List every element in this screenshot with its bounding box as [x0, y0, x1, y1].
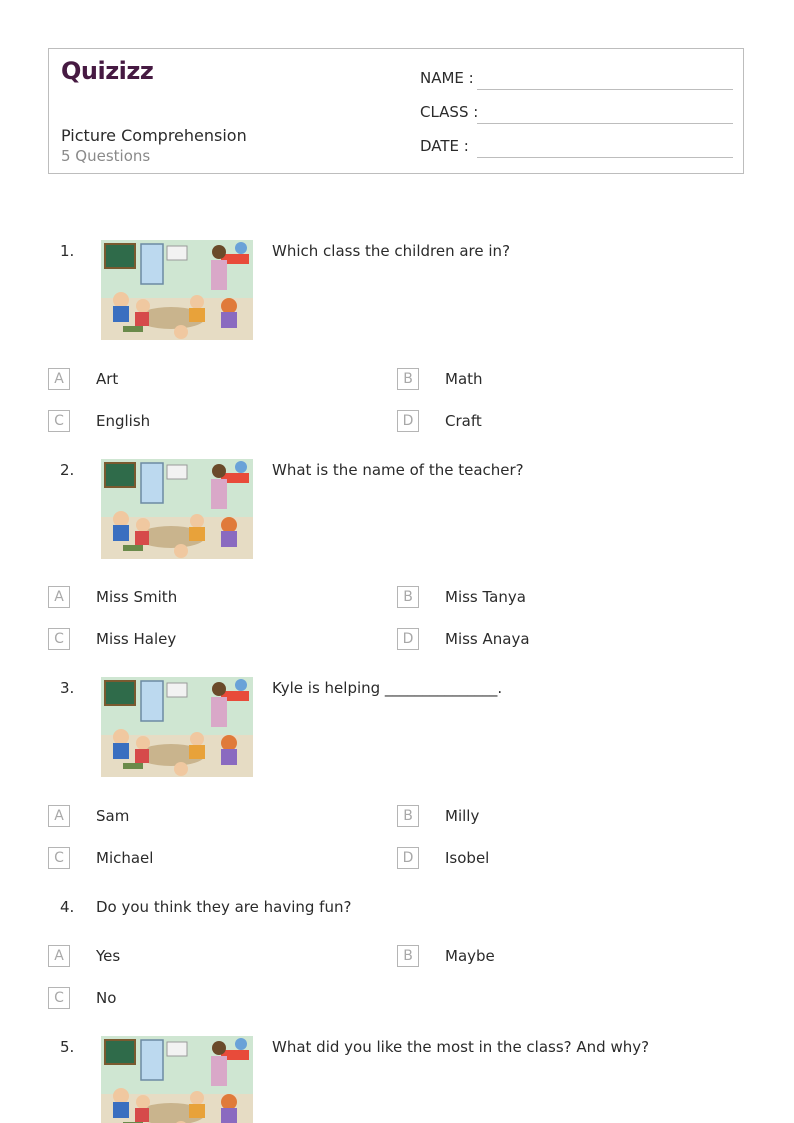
classroom-image	[101, 1036, 253, 1123]
option-letter: B	[397, 368, 419, 390]
option-letter: A	[48, 586, 70, 608]
question-text: What did you like the most in the class? And why?	[272, 1038, 650, 1056]
question-number: 2.	[60, 461, 75, 479]
date-field[interactable]	[477, 157, 733, 158]
question-count: 5 Questions	[61, 147, 151, 165]
classroom-image	[101, 240, 253, 340]
question-text: Which class the children are in?	[272, 242, 511, 260]
option-text: Sam	[96, 807, 130, 825]
option-letter: B	[397, 945, 419, 967]
option-letter: C	[48, 410, 70, 432]
option-letter: B	[397, 586, 419, 608]
question-number: 3.	[60, 679, 75, 697]
quizizz-logo: Quizizz	[61, 57, 154, 85]
option-text: Craft	[445, 412, 482, 430]
name-field[interactable]	[477, 89, 733, 90]
class-label: CLASS :	[420, 103, 479, 121]
option-letter: B	[397, 805, 419, 827]
option-text: Art	[96, 370, 119, 388]
option-text: Yes	[96, 947, 121, 965]
option-text: Miss Haley	[96, 630, 177, 648]
question-text: Do you think they are having fun?	[96, 898, 352, 916]
option-letter: A	[48, 945, 70, 967]
option-letter: D	[397, 410, 419, 432]
option-text: English	[96, 412, 151, 430]
worksheet-header	[48, 48, 744, 174]
worksheet-title: Picture Comprehension	[61, 126, 247, 145]
option-letter: D	[397, 847, 419, 869]
option-letter: C	[48, 987, 70, 1009]
question-number: 5.	[60, 1038, 75, 1056]
option-text: Maybe	[445, 947, 495, 965]
question-number: 4.	[60, 898, 75, 916]
option-text: Isobel	[445, 849, 490, 867]
name-label: NAME :	[420, 69, 474, 87]
question-text: What is the name of the teacher?	[272, 461, 524, 479]
option-text: Michael	[96, 849, 154, 867]
classroom-image	[101, 677, 253, 777]
option-text: Miss Smith	[96, 588, 178, 606]
option-letter: D	[397, 628, 419, 650]
option-text: Miss Tanya	[445, 588, 526, 606]
class-field[interactable]	[477, 123, 733, 124]
question-text: Kyle is helping _______________.	[272, 679, 503, 697]
option-letter: C	[48, 628, 70, 650]
option-text: Math	[445, 370, 483, 388]
option-letter: C	[48, 847, 70, 869]
option-text: Milly	[445, 807, 480, 825]
question-number: 1.	[60, 242, 75, 260]
option-text: No	[96, 989, 117, 1007]
option-letter: A	[48, 368, 70, 390]
option-letter: A	[48, 805, 70, 827]
classroom-image	[101, 459, 253, 559]
date-label: DATE :	[420, 137, 469, 155]
option-text: Miss Anaya	[445, 630, 530, 648]
